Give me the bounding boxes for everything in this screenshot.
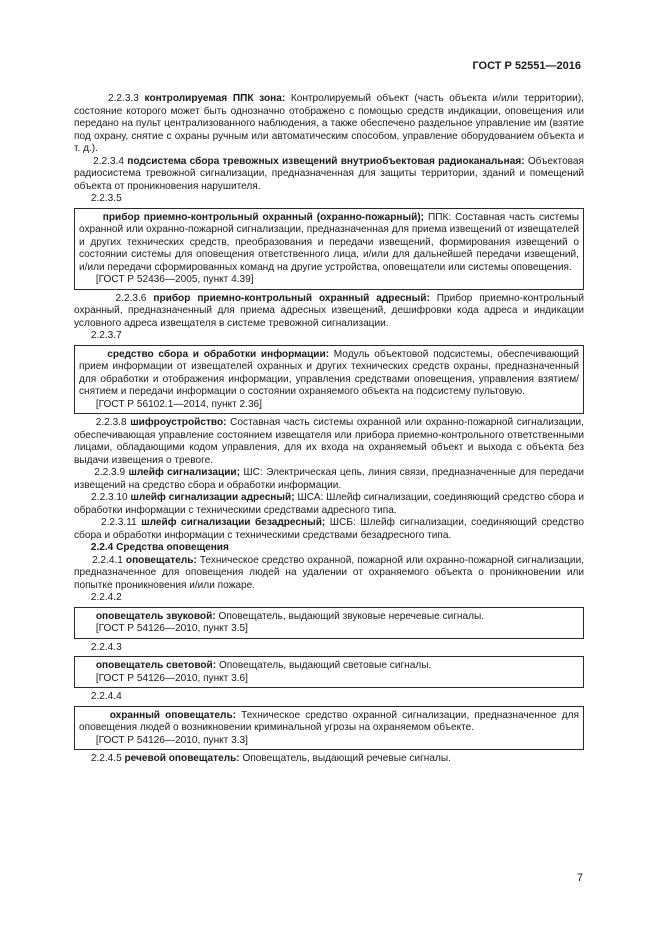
clause-number: 2.2.3.11 bbox=[100, 517, 137, 528]
clause-number: 2.2.3.10 bbox=[91, 492, 128, 503]
standard-designation: ГОСТ Р 52551—2016 bbox=[472, 60, 581, 72]
clause-2-2-3-3 bbox=[74, 93, 584, 156]
source-reference bbox=[79, 623, 579, 636]
source-text: [ГОСТ Р 52436—2005, пункт 4.39] bbox=[95, 274, 254, 285]
definition-text: ППК: Составная часть системы охранной или охранно-пожарной сигнализации, предназначенная для приема извещений от извещателей и других технических средств, преобразования и передачи извещений, формирования извещений о состоянии системы для оповещения ответственного лица, и/или для дальнейшей передачи извещений, и/или передачи сформированных команд на другие устройства, оповещатели или системы оповещения. bbox=[79, 211, 579, 273]
definition-text: Контролируемый объект (часть объекта и/или территории), состояние которого может быть однозначно отображено с помощью средств индикации, оповещения или передано на пульт централизованного наблюдения, а также обеспечено раздельное управление им (взятие под охрану, снятие с охраны ручным или автоматическим способом, управление оборудованием объекта и т. д.). bbox=[74, 93, 584, 154]
term: оповещатель звуковой: bbox=[95, 610, 216, 622]
clause-number: 2.2.3.3 bbox=[107, 93, 139, 104]
clause-number: 2.2.4.1 bbox=[92, 554, 123, 566]
clause-number: 2.2.3.7 bbox=[90, 330, 122, 341]
definition-text: Оповещатель, выдающий звуковые неречевые сигналы. bbox=[218, 610, 485, 622]
quoted-definition-box bbox=[74, 706, 584, 751]
quoted-definition-box bbox=[74, 345, 584, 415]
term: прибор приемно-контрольный охранный адресный: bbox=[153, 292, 430, 304]
source-reference bbox=[79, 399, 579, 412]
clause-2-2-4-1 bbox=[74, 555, 584, 593]
term: речевой оповещатель: bbox=[124, 753, 240, 764]
definition-text: Модуль объектовой подсистемы, обеспечивающий прием информации от извещателей охранных и других технических средств охраны, предназначенный для обработки и отображения информации, управления средствами оповещения, управления взятием/снятием и передачи информации о состоянии охраняемого объекта на подсистему пультовую. bbox=[79, 348, 580, 397]
clause-2-2-4-5 bbox=[74, 753, 584, 766]
quoted-definition-box bbox=[74, 208, 584, 290]
clause-2-2-4-4 bbox=[79, 710, 579, 735]
clause-2-2-3-6 bbox=[74, 293, 584, 331]
clause-number: 2.2.4.3 bbox=[90, 641, 122, 653]
clause-2-2-3-4 bbox=[74, 156, 584, 194]
quoted-definition-box bbox=[74, 656, 584, 688]
page-number: 7 bbox=[576, 872, 583, 884]
document-body bbox=[74, 93, 584, 766]
quoted-definition-box bbox=[74, 607, 584, 639]
clause-2-2-3-8 bbox=[74, 417, 584, 467]
clause-2-2-4-2 bbox=[79, 611, 579, 624]
section-title: 2.2.4 Средства оповещения bbox=[90, 542, 229, 553]
term: подсистема сбора тревожных извещений внутриобъектовая радиоканальная: bbox=[127, 155, 525, 167]
definition-text: ШС: Электрическая цепь, линия связи, предназначенные для передачи извещений на средство сбора и обработки информации. bbox=[74, 467, 585, 491]
clause-number: 2.2.3.6 bbox=[115, 292, 147, 304]
clause-number-2-2-3-7 bbox=[74, 330, 584, 343]
term: контролируемая ППК зона: bbox=[144, 93, 286, 104]
definition-text: Оповещатель, выдающий световые сигналы. bbox=[218, 660, 432, 671]
source-text: [ГОСТ Р 54126—2010, пункт 3.5] bbox=[95, 623, 248, 634]
term: шлейф сигнализации адресный; bbox=[130, 492, 295, 503]
source-reference bbox=[79, 673, 579, 686]
term: оповещатель световой: bbox=[95, 660, 217, 671]
clause-number: 2.2.3.9 bbox=[94, 467, 126, 478]
term: оповещатель: bbox=[125, 554, 197, 566]
source-text: [ГОСТ Р 54126—2010, пункт 3.3] bbox=[95, 734, 248, 746]
clause-2-2-3-5 bbox=[79, 212, 579, 275]
clause-number: 2.2.4.5 bbox=[90, 753, 122, 764]
term: охранный оповещатель: bbox=[109, 709, 237, 721]
clause-number: 2.2.3.5 bbox=[90, 193, 122, 204]
section-heading-2-2-4 bbox=[74, 542, 584, 555]
clause-number: 2.2.3.8 bbox=[95, 417, 127, 428]
definition-text: Составная часть системы охранной или охранно-пожарной сигнализации, обеспечивающая управление состоянием извещателя или прибора приемно-контрольного ответственными лицами, обладающими кодом управления, для их входа на охраняемый объект и выхода с объекта без выдачи извещения о тревоге. bbox=[74, 417, 584, 466]
source-reference bbox=[79, 735, 579, 748]
definition-text: Объектовая радиосистема тревожной сигнализации, предназначенная для защиты территории, зданий и помещений объекта от проникновения нарушителя. bbox=[74, 155, 585, 192]
clause-number-2-2-4-3 bbox=[74, 642, 584, 655]
term: средство сбора и обработки информации: bbox=[107, 348, 330, 360]
clause-number: 2.2.3.4 bbox=[93, 155, 125, 167]
clause-number: 2.2.4.2 bbox=[90, 592, 122, 603]
definition-text: ШСБ: Шлейф сигнализации, соединяющий средство сбора и обработки информации с техническими средствами безадресного типа. bbox=[74, 517, 584, 541]
source-reference bbox=[79, 274, 579, 287]
definition-text: Техническое средство охранной сигнализации, предназначенное для оповещения людей о возникновении криминальной угрозы на охраняемом объекте. bbox=[79, 709, 580, 733]
clause-number: 2.2.4.4 bbox=[90, 691, 122, 702]
definition-text: Оповещатель, выдающий речевые сигналы. bbox=[242, 753, 451, 764]
definition-text: Прибор приемно-контрольный охранный, предназначенный для приема адресных извещений, дешифровки кода адреса и индикации условного адреса извещателя в системе тревожной сигнализации. bbox=[74, 292, 585, 329]
clause-number-2-2-4-4 bbox=[74, 691, 584, 704]
term: шифроустройство: bbox=[130, 417, 227, 428]
term: шлейф сигнализации безадресный; bbox=[141, 517, 326, 528]
clause-number-2-2-3-5 bbox=[74, 193, 584, 206]
term: прибор приемно-контрольный охранный (охранно-пожарный); bbox=[102, 211, 425, 223]
source-text: [ГОСТ Р 54126—2010, пункт 3.6] bbox=[95, 672, 248, 684]
term: шлейф сигнализации; bbox=[128, 467, 240, 478]
clause-2-2-4-3 bbox=[79, 660, 579, 673]
source-text: [ГОСТ Р 56102.1—2014, пункт 2.36] bbox=[95, 398, 262, 410]
clause-2-2-3-7 bbox=[79, 349, 579, 399]
definition-text: ШСА: Шлейф сигнализации, соединяющий средство сбора и обработки информации с техническими средствами адресного типа. bbox=[74, 492, 585, 516]
clause-2-2-3-9 bbox=[74, 467, 584, 492]
clause-2-2-3-11 bbox=[74, 517, 584, 542]
clause-number-2-2-4-2 bbox=[74, 592, 584, 605]
definition-text: Техническое средство охранной, пожарной или охранно-пожарной сигнализации, предназначенное для оповещения людей на удалении от охраняемого объекта о проникновении или попытке проникновения и/или пожаре. bbox=[74, 554, 585, 591]
clause-2-2-3-10 bbox=[74, 492, 584, 517]
